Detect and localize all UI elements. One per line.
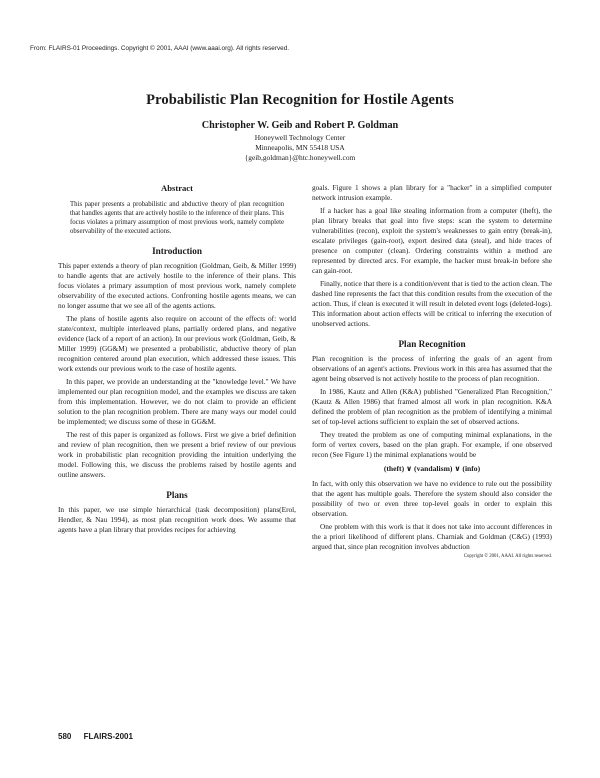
source-line: From: FLAIRS-01 Proceedings. Copyright © 2001, AAAI (www.aaai.org). All rights reserved. [30,45,290,52]
left-column [58,183,296,538]
body-paragraph: In fact, with only this observation we have no evidence to rule out the possibility that the agent has multiple goals. Therefore the system should also consider the possibility of two or even three top-level goals in order to explain this observation. [312,479,552,518]
intro-paragraph: The rest of this paper is organized as follows. First we give a brief definition and review of plan recognition, then we present a brief review of our previous work in probabilistic plan recognition providing the intuition underlying the model. Following this, we discuss the problems raised by hostile agents and outline answers. [58,430,296,479]
right-column [312,183,552,560]
copyright-note: Copyright © 2001, AAAI. All rights reserved. [463,554,552,559]
body-paragraph: Finally, notice that there is a condition/event that is tied to the action clean. The dashed line represents the fact that this condition results from the execution of the action. Thus, if clean is executed it will result in deleted event logs (deleted-logs). This information about action effects will be critical to inferring the execution of unobserved actions. [312,279,553,328]
body-paragraph: In 1986, Kautz and Allen (K&A) published "Generalized Plan Recognition," (Kautz & Allen 1986) that framed almost all work in plan recognition. K&A defined the problem of plan recognition as the problem of identifying a minimal set of top-level actions sufficient to explain the set of observed actions. [312,387,552,426]
plans-heading: Plans [166,490,188,500]
body-paragraph: If a hacker has a goal like stealing information from a computer (theft), the plan library breaks that goal into five steps: scan the system to determine vulnerabilities (recon), exploit the system's weaknesses to gain entry (break-in), escalate privileges (gain-root), export desired data (steal), and hide traces of presence on computer (clean). Ordering constraints within a method are represented by directed arcs. For example, the hacker must break-in before she can gain-root. [312,206,552,275]
affiliation-email: {geib,goldman}@htc.honeywell.com [244,153,356,162]
introduction-heading: Introduction [152,246,202,256]
intro-paragraph: In this paper, we provide an understanding at the "knowledge level." We have implemented our plan recognition model, and the examples we discuss are taken from this implementation. However, we do not claim to provide an efficient solution to the plan recognition problem. There are many ways our model could be implemented; we discuss some of these in GG&M. [58,377,296,426]
affiliation-city: Minneapolis, MN 55418 USA [255,143,345,152]
abstract [58,200,296,236]
intro-paragraph: This paper extends a theory of plan recognition (Goldman, Geib, & Miller 1999) to handle agents that are actively hostile to the inference of their plans. This focus violates a primary assumption of most previous work, namely complete observability of the executed actions. Confronting hostile agents means, we can no longer assume that we see all of the agents actions. [58,261,296,310]
body-paragraph: One problem with this work is that it does not take into account differences in the a priori likelihood of different plans. Charniak and Goldman (C&G) (1993) argued that, since plan recognition involves abduction [312,522,552,551]
body-paragraph: They treated the problem as one of computing minimal explanations, in the form of vertex covers, based on the plan graph. For example, if one observed recon (See Figure 1) the minimal explanations would be [312,430,552,459]
body-paragraph: Plan recognition is the process of inferring the goals of an agent from observations of an agent's actions. Previous work in this area has assumed that the agent being observed is not actively hostile to the process of plan recognition. [312,354,552,383]
affiliation-org: Honeywell Technology Center [254,133,346,142]
paper-authors: Christopher W. Geib and Robert P. Goldman [201,120,399,131]
venue-name: FLAIRS-2001 [83,732,133,741]
abstract-heading: Abstract [161,183,193,193]
intro-paragraph: The plans of hostile agents also require on account of the effects of: world state/context, multiple interleaved plans, partially ordered plans, and negative evidence (lack of a report of an action). In our previous work (Goldman, Geib, & Miller 1999) (GG&M) we presented a probabilistic, abductive theory of plan recognition centered around plan execution, which addressed these issues. This work extends our previous work to the case of hostile agents. [58,314,296,373]
explanation-expression: (theft) ∨ (vandalism) ∨ (info) [383,464,481,473]
abstract-text: This paper presents a probabilistic and abductive theory of plan recognition that handles agents that are actively hostile to the inference of their plans. This focus violates a primary assumption of most previous work, namely complete observability of the executed actions. [70,201,284,235]
body-paragraph: goals. Figure 1 shows a plan library for a "hacker" in a simplified computer network intrusion example. [312,183,552,202]
plans-paragraph: In this paper, we use simple hierarchical (task decomposition) plans(Erol, Hendler, & Nau 1994), as most plan recognition work does. We assume that agents have a plan library that provides recipes for achieving [58,505,296,534]
plan-recognition-heading: Plan Recognition [398,339,466,349]
page-footer [58,732,143,741]
paper-title: Probabilistic Plan Recognition for Hostile Agents [146,92,454,108]
page-number: 580 [58,732,72,741]
